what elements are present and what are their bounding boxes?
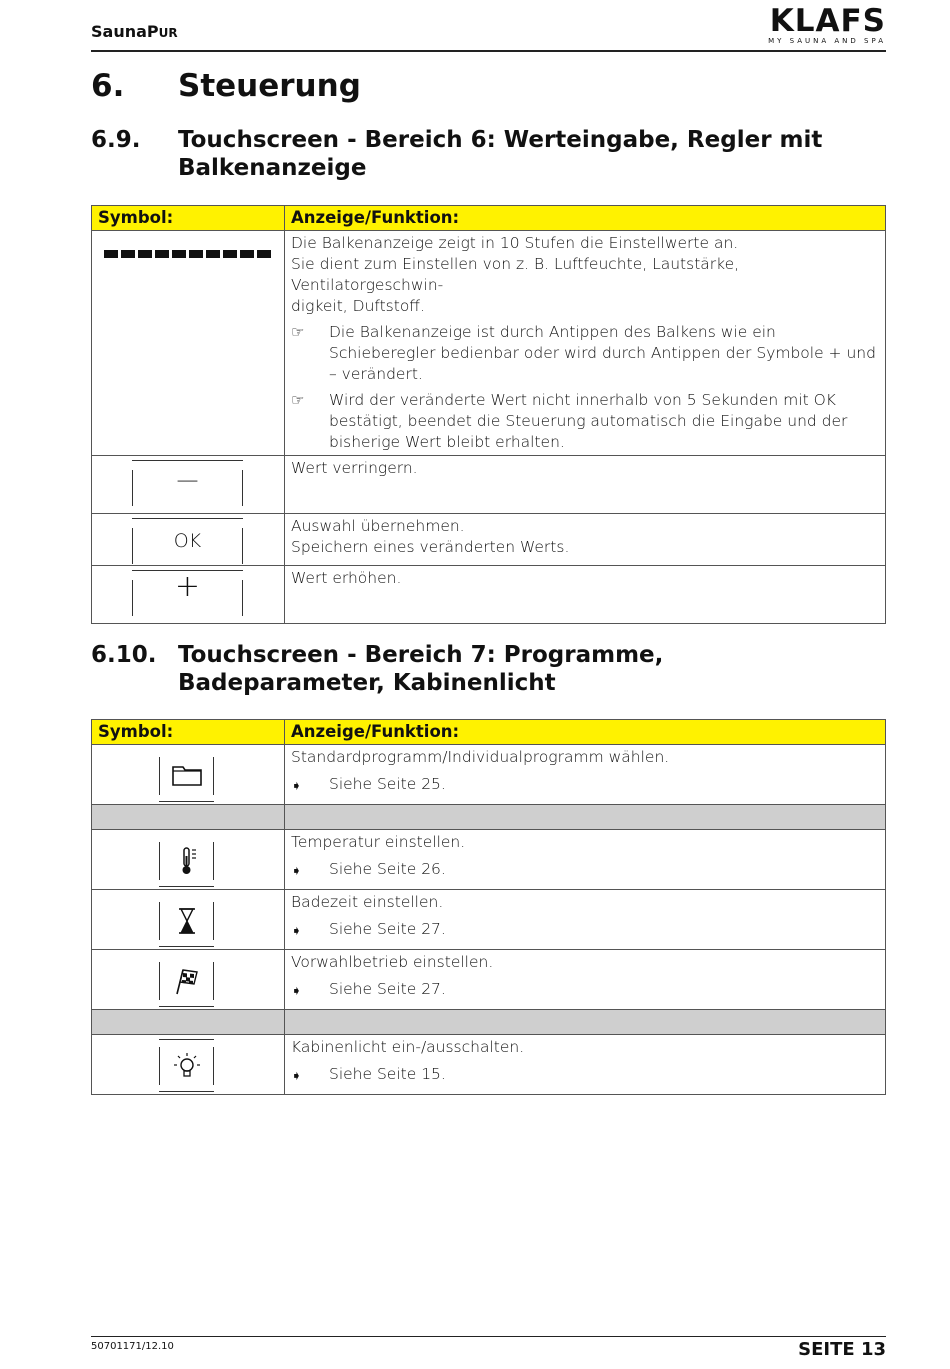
hourglass-icon xyxy=(159,894,214,946)
logo-tagline: MY SAUNA AND SPA xyxy=(768,37,886,45)
table-row: Badezeit einstellen. ➧ Siehe Seite 27. xyxy=(92,890,886,950)
brand-name: SaunaPUR xyxy=(91,22,178,41)
table-row: + Wert erhöhen. xyxy=(92,566,886,624)
arrow-icon: ➧ xyxy=(291,924,302,939)
page-reference: ➧ Siehe Seite 27. xyxy=(291,919,879,942)
header-rule xyxy=(91,50,886,52)
light-bulb-icon xyxy=(159,1039,214,1091)
section-6-9-title: 6.9. Touchscreen - Bereich 6: Werteingabe, Regler mit Balkenanzeige xyxy=(91,127,823,181)
footer-rule xyxy=(91,1336,886,1337)
arrow-icon: ➧ xyxy=(291,1069,302,1084)
logo-word: KLAFS xyxy=(769,3,886,39)
bar-line-1: Die Balkenanzeige zeigt in 10 Stufen die Einstellwerte an. xyxy=(291,234,739,252)
page-reference: ➧ Siehe Seite 27. xyxy=(291,979,879,1002)
table-row: Kabinenlicht ein-/ausschalten. ➧ Siehe Seite 15. xyxy=(92,1035,886,1095)
section-6-9-table xyxy=(91,205,886,624)
document-code: 50701171/12.10 xyxy=(91,1341,174,1352)
klafs-logo xyxy=(768,4,886,45)
note-item: ☞ Wird der veränderte Wert nicht innerhalb von 5 Sekunden mit OK bestätigt, beendet die Steuerung automatisch die Eingabe und der bisherige Wert bleibt erhalten. xyxy=(291,391,848,451)
table-row: — Wert verringern. xyxy=(92,456,886,514)
arrow-icon: ➧ xyxy=(291,779,302,794)
arrow-icon: ➧ xyxy=(291,984,302,999)
thermometer-icon xyxy=(159,834,214,886)
table-row: Vorwahlbetrieb einstellen. ➧ Siehe Seite 27. xyxy=(92,950,886,1010)
table-row: OK Auswahl übernehmen. Speichern eines veränderten Werts. xyxy=(92,514,886,566)
table-row-separator xyxy=(92,1010,886,1035)
section-6-10-table xyxy=(91,719,886,1095)
page-reference: ➧ Siehe Seite 26. xyxy=(291,859,879,882)
page-reference: ➧ Siehe Seite 15. xyxy=(291,1064,879,1087)
table-header: Symbol: Anzeige/Funktion: xyxy=(92,206,886,231)
table-row: Standardprogramm/Individualprogramm wählen. ➧ Siehe Seite 25. xyxy=(92,745,886,805)
folder-icon xyxy=(159,749,214,801)
page-number: SEITE 13 xyxy=(798,1339,886,1360)
note-item: ☞ Die Balkenanzeige ist durch Antippen des Balkens wie ein Schieberegler bedienbar oder wird durch Antippen der Symbole + und – verändert. xyxy=(291,323,876,383)
hand-pointer-icon: ☞ xyxy=(291,323,305,341)
table-header: Symbol: Anzeige/Funktion: xyxy=(92,720,886,745)
arrow-icon: ➧ xyxy=(291,864,302,879)
table-row: Temperatur einstellen. ➧ Siehe Seite 26. xyxy=(92,830,886,890)
page-reference: ➧ Siehe Seite 25. xyxy=(291,774,879,797)
bar-line-3: digkeit, Duftstoff. xyxy=(291,297,425,315)
hand-pointer-icon: ☞ xyxy=(291,391,305,409)
chapter-title: 6. Steuerung xyxy=(91,68,361,104)
bar-display-icon xyxy=(104,250,271,258)
checkered-flag-icon xyxy=(159,954,214,1006)
table-row-separator xyxy=(92,805,886,830)
bar-line-2: Sie dient zum Einstellen von z. B. Luftfeuchte, Lautstärke, Ventilatorgeschwin- xyxy=(291,255,740,294)
table-row xyxy=(92,231,886,456)
section-6-10-title: 6.10. Touchscreen - Bereich 7: Programme, Badeparameter, Kabinenlicht xyxy=(91,642,664,696)
